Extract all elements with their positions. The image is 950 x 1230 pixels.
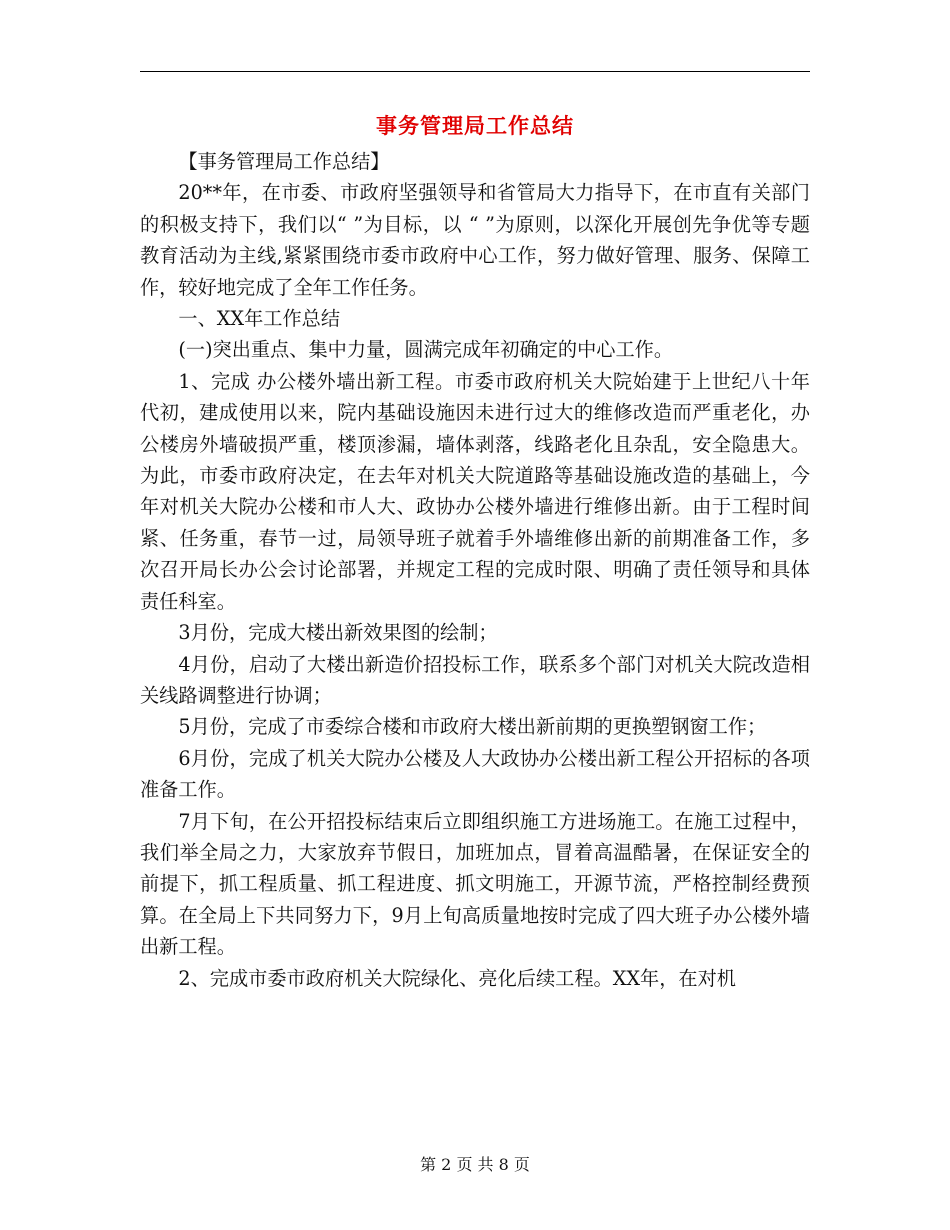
page-footer: 第 2 页 共 8 页	[420, 1155, 530, 1174]
paragraph-march: 3月份，完成大楼出新效果图的绘制；	[178, 621, 498, 645]
section-heading-1: 一、XX年工作总结	[178, 307, 341, 331]
document-body	[140, 146, 810, 994]
header-rule	[140, 71, 810, 72]
paragraph-intro: 20**年，在市委、市政府坚强领导和省管局大力指导下，在市直有关部门的积极支持下，我们以“ ”为目标，以 “ ”为原则，以深化开展创先争优等专题教育活动为主线,紧紧围绕市委市政府中心工作，努力做好管理、服务、保障工作，较好地完成了全年工作任务。	[140, 181, 810, 299]
paragraph-june: 6月份，完成了机关大院办公楼及人大政协办公楼出新工程公开招标的各项准备工作。	[140, 746, 810, 802]
paragraph-heading-bracket: 【事务管理局工作总结】	[178, 150, 390, 173]
paragraph-july: 7月下旬，在公开招投标结束后立即组织施工方进场施工。在施工过程中，我们举全局之力，大家放弃节假日，加班加点，冒着高温酷暑，在保证安全的前提下，抓工程质量、抓工程进度、抓文明施工，开源节流，严格控制经费预算。在全局上下共同努力下，9月上旬高质量地按时完成了四大班子办公楼外墙出新工程。	[140, 809, 810, 959]
subsection-heading-1: (一)突出重点、集中力量，圆满完成年初确定的中心工作。	[178, 338, 674, 362]
paragraph-item-1: 1、完成 办公楼外墙出新工程。市委市政府机关大院始建于上世纪八十年代初，建成使用以来，院内基础设施因未进行过大的维修改造而严重老化，办公楼房外墙破损严重，楼顶渗漏，墙体剥落，线路老化且杂乱，安全隐患大。为此，市委市政府决定，在去年对机关大院道路等基础设施改造的基础上，今年对机关大院办公楼和市人大、政协办公楼外墙进行维修出新。由于工程时间紧、任务重，春节一过，局领导班子就着手外墙维修出新的前期准备工作，多次召开局长办公会讨论部署，并规定工程的完成时限、明确了责任领导和具体责任科室。	[140, 369, 810, 613]
paragraph-april: 4月份，启动了大楼出新造价招投标工作，联系多个部门对机关大院改造相关线路调整进行协调；	[140, 652, 810, 707]
paragraph-item-2: 2、完成市委市政府机关大院绿化、亮化后续工程。XX年，在对机	[178, 966, 736, 990]
document-title: 事务管理局工作总结	[376, 113, 574, 138]
paragraph-may: 5月份，完成了市委综合楼和市政府大楼出新前期的更换塑钢窗工作；	[178, 715, 767, 739]
